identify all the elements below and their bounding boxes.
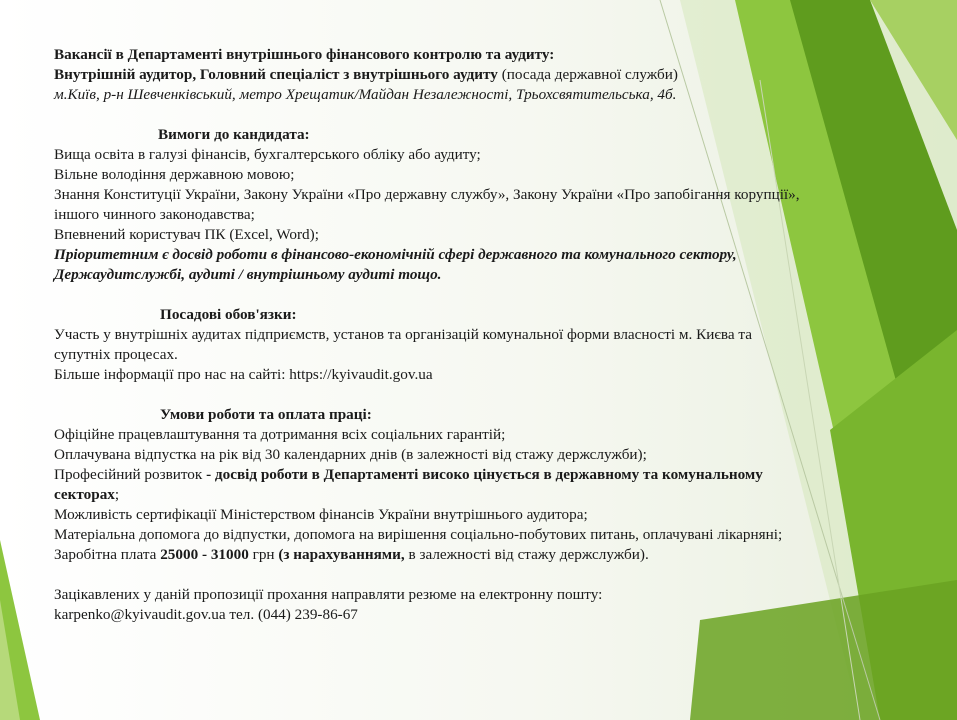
condition-item — [54, 485, 944, 505]
contact-line — [54, 605, 944, 625]
vacancy-title: Вакансії в Департаменті внутрішнього фінансового контролю та аудиту: — [54, 46, 555, 63]
conditions-heading: Умови роботи та оплата праці: — [160, 406, 372, 423]
duty-item: супутніх процесах. — [54, 346, 178, 363]
condition-item: Матеріальна допомога до відпустки, допомога на вирішення соціально-побутових питань, оплачувані лікарняні; — [54, 526, 783, 543]
requirement-item: Вища освіта в галузі фінансів, бухгалтерського обліку або аудиту; — [54, 146, 481, 163]
salary-suffix: в залежності від стажу держслужби). — [404, 546, 649, 563]
salary-prefix: Заробітна плата — [54, 546, 161, 563]
requirements-heading: Вимоги до кандидата: — [158, 126, 310, 143]
priority-line: Пріоритетним є досвід роботи в фінансово-економічній сфері державного та комунального сектору, — [54, 246, 737, 263]
salary-line — [54, 545, 944, 565]
requirement-item: Знання Конституції України, Закону України «Про державну службу», Закону України «Про запобігання корупції», — [54, 186, 800, 203]
condition-emphasis: - досвід роботи в Департаменті високо цінується в державному та комунальному — [206, 466, 763, 483]
vacancy-content — [54, 45, 944, 625]
contact-email[interactable]: karpenko@kyivaudit.gov.ua — [54, 606, 226, 623]
condition-emphasis: секторах — [54, 486, 115, 503]
position-title: Внутрішній аудитор, Головний спеціаліст з внутрішнього аудиту — [54, 66, 498, 83]
condition-text: ; — [114, 486, 120, 503]
contact-phone: тел. (044) 239-86-67 — [225, 606, 358, 623]
duty-item: Участь у внутрішніх аудитах підприємств, установ та організацій комунальної форми власності м. Києва та — [54, 326, 752, 343]
condition-item: Оплачувана відпустка на рік від 30 календарних днів (в залежності від стажу держслужби); — [54, 446, 647, 463]
location-line: м.Київ, р-н Шевченківський, метро Хрещатик/Майдан Незалежності, Трьохсвятительська, 4б. — [54, 86, 677, 103]
salary-note: (з нарахуваннями, — [278, 546, 405, 563]
condition-item — [54, 465, 944, 485]
condition-item: Можливість сертифікації Міністерством фінансів України внутрішнього аудитора; — [54, 506, 588, 523]
condition-text: Професійний розвиток — [54, 466, 207, 483]
requirement-item: іншого чинного законодавства; — [54, 206, 255, 223]
contact-intro: Зацікавлених у даній пропозиції прохання направляти резюме на електронну пошту: — [54, 586, 603, 603]
position-note: (посада державної служби) — [497, 66, 678, 83]
condition-item: Офіційне працевлаштування та дотримання всіх соціальних гарантій; — [54, 426, 506, 443]
duties-heading: Посадові обов'язки: — [160, 306, 297, 323]
site-link[interactable]: https://kyivaudit.gov.ua — [289, 366, 433, 383]
requirement-item: Впевнений користувач ПК (Excel, Word); — [54, 226, 319, 243]
position-line — [54, 65, 944, 85]
site-label: Більше інформації про нас на сайті: — [54, 366, 290, 383]
site-line — [54, 365, 944, 385]
salary-currency: грн — [248, 546, 279, 563]
priority-line: Держаудитслужбі, аудиті / внутрішньому аудиті тощо. — [54, 266, 442, 283]
requirement-item: Вільне володіння державною мовою; — [54, 166, 295, 183]
salary-amount: 25000 - 31000 — [160, 546, 249, 563]
